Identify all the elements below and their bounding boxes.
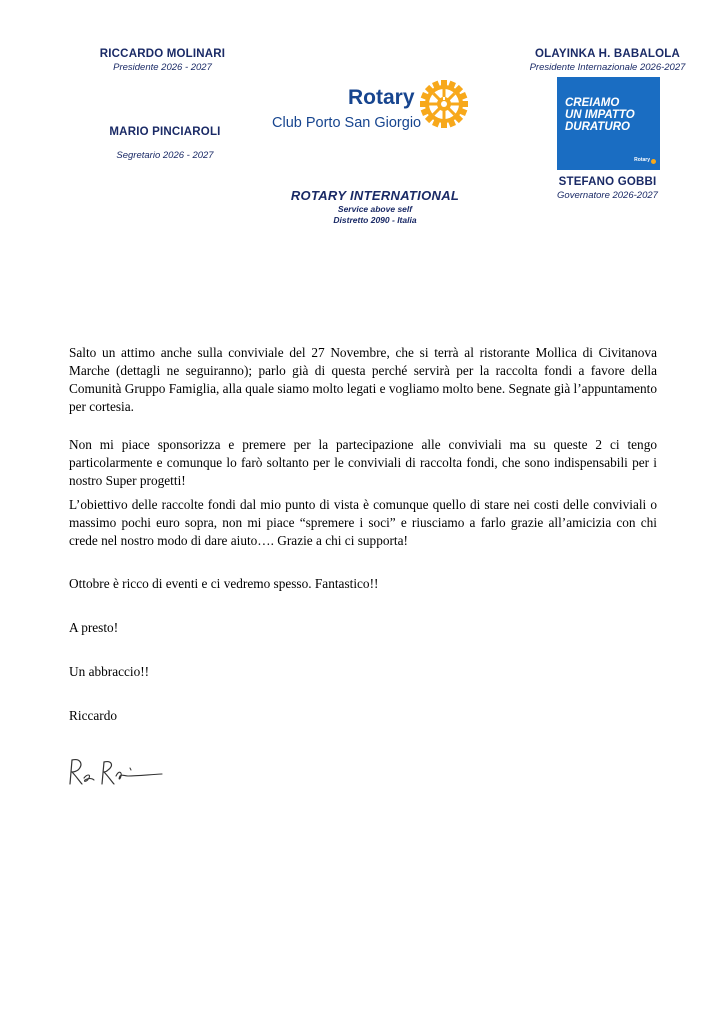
governor-block [530, 176, 685, 201]
paragraph-a-presto: A presto! [69, 620, 119, 635]
ri-title: ROTARY INTERNATIONAL [290, 188, 460, 203]
club-name: Club Porto San Giorgio [272, 115, 422, 131]
paragraph-conviviale: Salto un attimo anche sulla conviviale del 27 Novembre, che si terrà al ristorante Mollica di Civitanova Marche (dettagli ne seguiranno); parlo già di questa perché servirà per la raccolta fondi a favore della Comunità Gruppo Famiglia, alla quale siamo molto legati e vogliamo molto bene. Segnate già l’appuntamento per cortesia. [69, 345, 657, 414]
international-president-name: OLAYINKA H. BABALOLA [535, 48, 680, 60]
paragraph-riccardo: Riccardo [69, 708, 117, 723]
handwritten-signature [66, 754, 166, 790]
rotary-wordmark: Rotary [348, 86, 415, 109]
international-president-role: Presidente Internazionale 2026-2027 [529, 62, 686, 73]
mini-wheel-icon [651, 159, 656, 164]
international-president-block [520, 48, 695, 73]
rotary-international-block [250, 188, 500, 225]
paragraph-abbraccio: Un abbraccio!! [69, 664, 150, 679]
secretary-role: Segretario 2026 - 2027 [116, 150, 214, 161]
club-logo [272, 78, 472, 138]
secretary-block [85, 126, 245, 161]
governor-role: Governatore 2026-2027 [557, 190, 658, 201]
paragraph-sponsor: Non mi piace sponsorizza e premere per la partecipazione alle conviviali ma su queste 2 ci tengo particolarmente e comunque lo farò soltanto per le conviviali di raccolta fondi, che sono indispensabili per i nostro Super progetti! [69, 437, 657, 488]
ri-motto: Service above self [337, 204, 413, 214]
impact-line-2: UN IMPATTO [565, 109, 635, 121]
impact-line-3: DURATURO [565, 121, 630, 133]
president-name: RICCARDO MOLINARI [99, 48, 226, 60]
governor-name: STEFANO GOBBI [558, 176, 657, 188]
letter-body [69, 344, 657, 725]
impact-badge [557, 77, 660, 170]
president-role: Presidente 2026 - 2027 [113, 62, 212, 73]
impact-line-1: CREIAMO [565, 97, 620, 109]
paragraph-obiettivo: L’obiettivo delle raccolte fondi dal mio punto di vista è comunque quello di stare nei costi delle conviviali o massimo pochi euro sopra, non mi piace “spremere i soci” e riusciamo a farlo grazie all’amicizia con chi crede nel nostro modo di dare aiuto…. Grazie a chi ci supporta! [69, 497, 657, 548]
president-block [80, 48, 245, 73]
secretary-name: MARIO PINCIAROLI [109, 126, 221, 138]
ri-district: Distretto 2090 - Italia [333, 215, 417, 225]
paragraph-ottobre: Ottobre è ricco di eventi e ci vedremo spesso. Fantastico!! [69, 576, 379, 591]
impact-brand: Rotary [634, 157, 650, 163]
rotary-wheel-icon [420, 80, 468, 128]
